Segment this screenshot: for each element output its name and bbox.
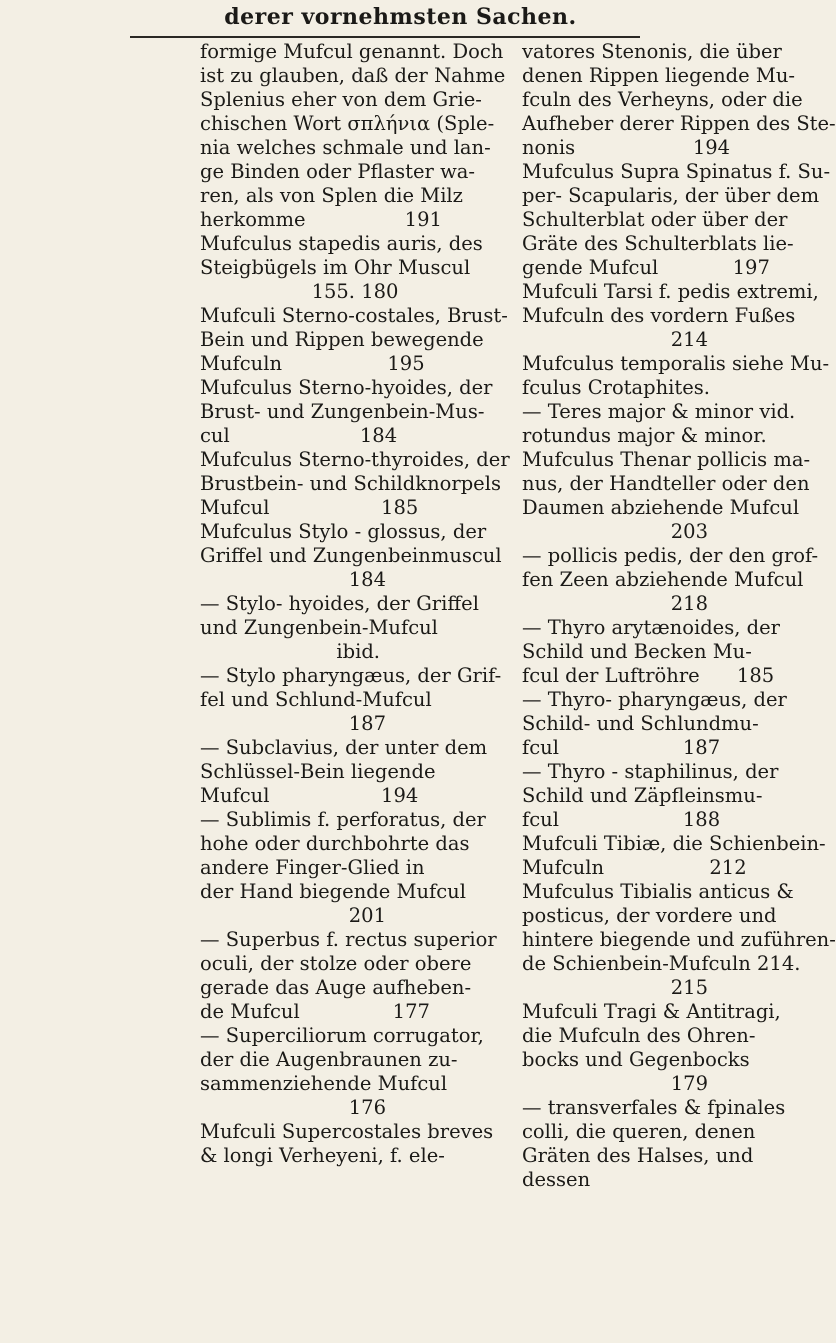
index-line: ren, als von Splen die Milz bbox=[200, 184, 463, 207]
index-line: 184 bbox=[200, 568, 386, 591]
index-line: Mufcul 194 bbox=[200, 784, 419, 807]
index-line: Mufculus Sterno-hyoides, der bbox=[200, 376, 493, 399]
index-line: dessen bbox=[522, 1168, 591, 1191]
index-line: Mufculus Tibialis anticus & bbox=[522, 880, 794, 903]
index-line: — Sublimis f. perforatus, der bbox=[200, 808, 486, 831]
index-line: colli, die queren, denen bbox=[522, 1120, 756, 1143]
index-line: fculus Crotaphites. bbox=[522, 376, 711, 399]
index-line: Mufculn 212 bbox=[522, 856, 747, 879]
index-line: nus, der Handteller oder den bbox=[522, 472, 810, 495]
index-line: herkomme 191 bbox=[200, 208, 442, 231]
index-line: Mufculus temporalis siehe Mu- bbox=[522, 352, 830, 375]
index-line: Mufculi Tragi & Antitragi, bbox=[522, 1000, 781, 1023]
index-line: Mufculus Stylo - glossus, der bbox=[200, 520, 487, 543]
running-header: derer vornehmsten Sachen. bbox=[224, 4, 577, 30]
index-line: Mufculus Thenar pollicis ma- bbox=[522, 448, 811, 471]
index-line: ge Binden oder Pflaster wa- bbox=[200, 160, 475, 183]
index-line: Griffel und Zungenbeinmuscul bbox=[200, 544, 502, 567]
index-line: 155. 180 bbox=[200, 280, 399, 303]
index-line: cul 184 bbox=[200, 424, 398, 447]
index-line: — Subclavius, der unter dem bbox=[200, 736, 488, 759]
index-line: oculi, der stolze oder obere bbox=[200, 952, 472, 975]
index-line: Mufculus Supra Spinatus f. Su- bbox=[522, 160, 831, 183]
index-line: fculn des Verheyns, oder die bbox=[522, 88, 803, 111]
index-line: die Mufculn des Ohren- bbox=[522, 1024, 756, 1047]
index-line: Daumen abziehende Mufcul bbox=[522, 496, 800, 519]
index-line: — transverfales & fpinales bbox=[522, 1096, 786, 1119]
index-line: Mufculn 195 bbox=[200, 352, 425, 375]
index-line: ist zu glauben, daß der Nahme bbox=[200, 64, 506, 87]
index-line: nonis 194 bbox=[522, 136, 731, 159]
index-line: Mufculi Tibiæ, die Schienbein- bbox=[522, 832, 826, 855]
index-line: denen Rippen liegende Mu- bbox=[522, 64, 795, 87]
index-line: Splenius eher von dem Grie- bbox=[200, 88, 482, 111]
index-line: 187 bbox=[200, 712, 386, 735]
index-line: und Zungenbein-Mufcul bbox=[200, 616, 438, 639]
index-line: andere Finger-Glied in bbox=[200, 856, 425, 879]
index-line: — Superciliorum corrugator, bbox=[200, 1024, 484, 1047]
index-line: — Thyro - staphilinus, der bbox=[522, 760, 779, 783]
index-line: Mufculus stapedis auris, des bbox=[200, 232, 483, 255]
index-line: Steigbügels im Ohr Muscul bbox=[200, 256, 471, 279]
index-column-left bbox=[200, 40, 510, 1168]
index-line: Schulterblat oder über der bbox=[522, 208, 788, 231]
index-line: — Stylo pharyngæus, der Grif- bbox=[200, 664, 502, 687]
index-line: Bein und Rippen bewegende bbox=[200, 328, 484, 351]
index-line: — Stylo- hyoides, der Griffel bbox=[200, 592, 479, 615]
index-line: Schild und Zäpfleinsmu- bbox=[522, 784, 763, 807]
index-line: Mufculi Supercostales breves bbox=[200, 1120, 494, 1143]
index-line: formige Mufcul genannt. Doch bbox=[200, 40, 504, 63]
index-line: fen Zeen abziehende Mufcul bbox=[522, 568, 804, 591]
index-line: 176 bbox=[200, 1096, 386, 1119]
index-line: Mufculi Sterno-costales, Brust- bbox=[200, 304, 508, 327]
index-line: hohe oder durchbohrte das bbox=[200, 832, 470, 855]
index-line: fcul 188 bbox=[522, 808, 721, 831]
index-line: — Teres major & minor vid. bbox=[522, 400, 796, 423]
index-line: hintere biegende und zuführen- bbox=[522, 928, 836, 951]
index-line: Brustbein- und Schildknorpels bbox=[200, 472, 501, 495]
index-line: de Schienbein-Mufculn 214. bbox=[522, 952, 801, 975]
index-line: Mufculus Sterno-thyroides, der bbox=[200, 448, 510, 471]
index-line: ibid. bbox=[200, 640, 381, 663]
index-line: Brust- und Zungenbein-Mus- bbox=[200, 400, 485, 423]
index-line: 218 bbox=[522, 592, 708, 615]
index-line: Schild- und Schlundmu- bbox=[522, 712, 759, 735]
index-line: Aufheber derer Rippen des Ste- bbox=[522, 112, 836, 135]
index-line: fcul 187 bbox=[522, 736, 721, 759]
index-line: 179 bbox=[522, 1072, 708, 1095]
index-line: der die Augenbraunen zu- bbox=[200, 1048, 458, 1071]
index-line: Gräten des Halses, und bbox=[522, 1144, 754, 1167]
index-line: — Thyro- pharyngæus, der bbox=[522, 688, 787, 711]
header-rule bbox=[130, 36, 500, 38]
index-line: der Hand biegende Mufcul bbox=[200, 880, 466, 903]
index-line: per- Scapularis, der über dem bbox=[522, 184, 820, 207]
index-line: Mufculn des vordern Fußes bbox=[522, 304, 796, 327]
index-line: posticus, der vordere und bbox=[522, 904, 777, 927]
index-line: 201 bbox=[200, 904, 386, 927]
index-line: — Thyro arytænoides, der bbox=[522, 616, 780, 639]
index-line: 203 bbox=[522, 520, 708, 543]
index-line: — pollicis pedis, der den grof- bbox=[522, 544, 819, 567]
index-line: rotundus major & minor. bbox=[522, 424, 767, 447]
index-line: gerade das Auge aufheben- bbox=[200, 976, 472, 999]
index-line: chischen Wort σπλήνια (Sple- bbox=[200, 112, 495, 135]
index-line: & longi Verheyeni, f. ele- bbox=[200, 1144, 445, 1167]
index-line: Gräte des Schulterblats lie- bbox=[522, 232, 794, 255]
index-column-right bbox=[522, 40, 836, 1192]
index-line: nia welches schmale und lan- bbox=[200, 136, 491, 159]
index-line: fcul der Luftröhre 185 bbox=[522, 664, 775, 687]
index-line: bocks und Gegenbocks bbox=[522, 1048, 750, 1071]
index-line: 214 bbox=[522, 328, 708, 351]
index-line: Schlüssel-Bein liegende bbox=[200, 760, 436, 783]
index-line: Mufcul 185 bbox=[200, 496, 419, 519]
index-line: de Mufcul 177 bbox=[200, 1000, 430, 1023]
index-line: sammenziehende Mufcul bbox=[200, 1072, 448, 1095]
index-line: — Superbus f. rectus superior bbox=[200, 928, 497, 951]
index-line: gende Mufcul 197 bbox=[522, 256, 770, 279]
index-line: fel und Schlund-Mufcul bbox=[200, 688, 432, 711]
index-line: vatores Stenonis, die über bbox=[522, 40, 782, 63]
index-line: 215 bbox=[522, 976, 708, 999]
index-line: Schild und Becken Mu- bbox=[522, 640, 752, 663]
index-line: Mufculi Tarsi f. pedis extremi, bbox=[522, 280, 819, 303]
header-rule bbox=[470, 36, 640, 38]
